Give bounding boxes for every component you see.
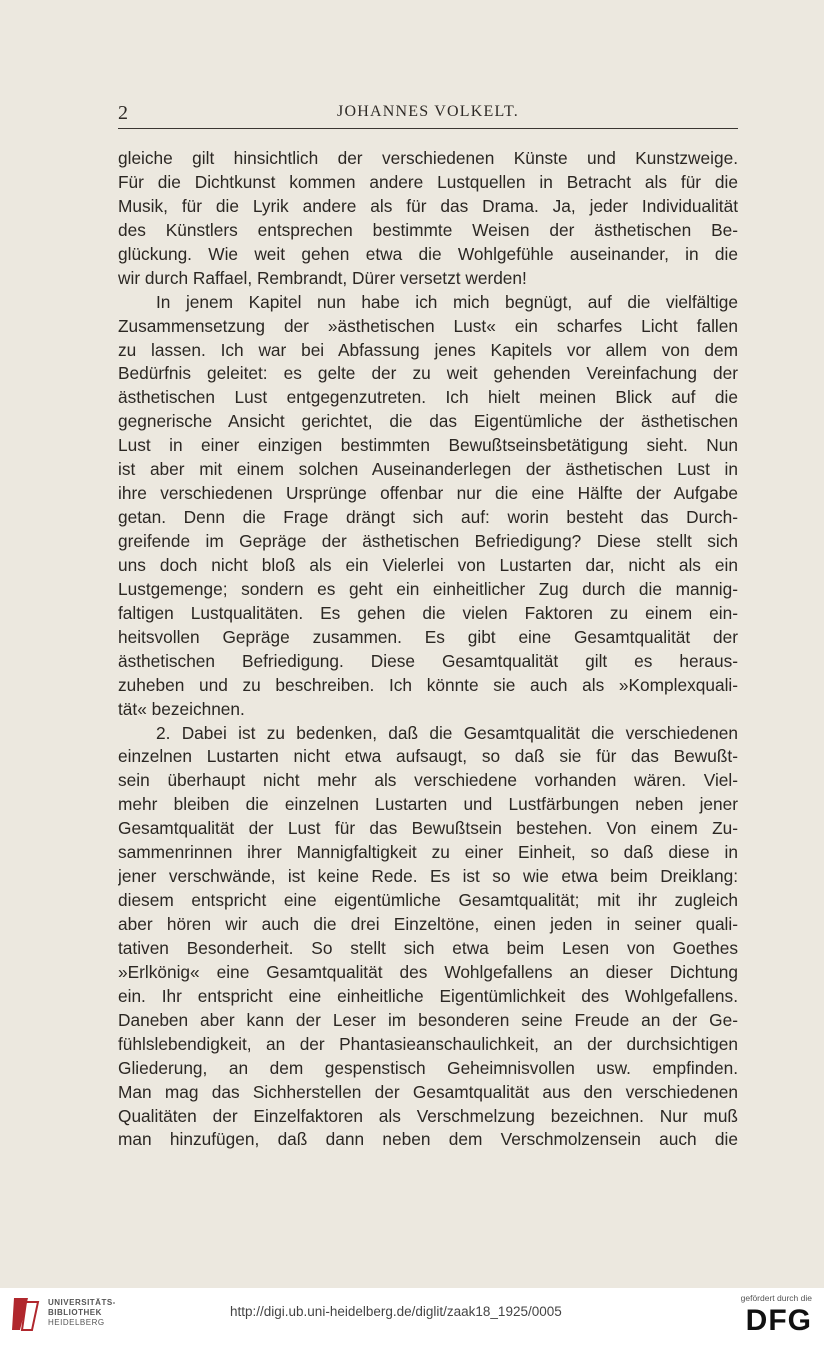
text-line: Für die Dichtkunst kommen andere Lustquellen in Betracht als für die (118, 171, 738, 192)
text-line: ihre verschiedenen Ursprünge offenbar nur die eine Hälfte der Aufgabe (118, 483, 738, 504)
library-logo-icon (8, 1294, 44, 1334)
footer-bar (0, 1288, 824, 1345)
text-line: Man mag das Sichherstellen der Gesamtqualität aus den verschiedenen (118, 1081, 738, 1102)
page-header (118, 100, 738, 129)
text-line: aber hören wir auch die drei Einzeltöne, einen jeden in seiner quali- (118, 914, 738, 934)
text-line: 2. Dabei ist zu bedenken, daß die Gesamtqualität die verschiedenen (156, 722, 738, 743)
text-line: Zusammensetzung der »ästhetischen Lust« ein scharfes Licht fallen (118, 315, 738, 336)
text-line: gegnerische Ansicht gerichtet, die das Eigentümliche der ästhetischen (118, 411, 738, 432)
source-url-link[interactable]: http://digi.ub.uni-heidelberg.de/diglit/zaak18_1925/0005 (230, 1304, 562, 1319)
text-line: getan. Denn die Frage drängt sich auf: worin besteht das Durch- (118, 507, 738, 528)
text-line: des Künstlers entsprechen bestimmte Weisen der ästhetischen Be- (118, 219, 738, 240)
text-line: mehr bleiben die einzelnen Lustarten und Lustfärbungen neben jener (118, 794, 738, 815)
page-number: 2 (118, 102, 128, 124)
funding-note: gefördert durch die (740, 1293, 812, 1303)
text-line: diesem entspricht eine eigentümliche Gesamtqualität; mit ihr zugleich (118, 890, 738, 911)
text-line: In jenem Kapitel nun habe ich mich begnügt, auf die vielfältige (156, 291, 738, 312)
dfg-logo: DFG (745, 1304, 812, 1337)
text-line: jener verschwände, ist keine Rede. Es ist so wie etwa beim Dreiklang: (118, 866, 738, 887)
text-line: tativen Besonderheit. So stellt sich etwa beim Lesen von Goethes (118, 937, 738, 958)
text-line: man hinzufügen, daß dann neben dem Verschmolzensein auch die (118, 1129, 738, 1150)
text-line: sammenrinnen ihrer Mannigfaltigkeit zu einer Einheit, so daß diese in (118, 842, 738, 863)
text-line: ästhetischen Lust entgegenzutreten. Ich hielt meinen Blick auf die (118, 387, 738, 408)
text-line: zu lassen. Ich war bei Abfassung jenes Kapitels vor allem von dem (118, 339, 738, 360)
text-line: ist aber mit einem solchen Auseinanderlegen der ästhetischen Lust in (118, 459, 738, 480)
text-line: Musik, für die Lyrik andere als für das Drama. Ja, jeder Individualität (118, 195, 738, 216)
text-line: fühlslebendigkeit, an der Phantasieanschaulichkeit, an der durchsichtigen (118, 1033, 738, 1054)
text-line: Qualitäten der Einzelfaktoren als Verschmelzung bezeichnen. Nur muß (118, 1105, 738, 1126)
text-line: heitsvollen Gepräge zusammen. Es gibt eine Gesamtqualität der (118, 626, 738, 647)
text-line: zuheben und zu beschreiben. Ich könnte sie auch als »Komplexquali- (118, 674, 738, 695)
text-line: Bedürfnis geleitet: es gelte der zu weit gehenden Vereinfachung der (118, 363, 738, 384)
text-line: ästhetischen Befriedigung. Diese Gesamtqualität gilt es heraus- (118, 650, 738, 671)
running-title: JOHANNES VOLKELT. (337, 103, 519, 120)
text-line: Daneben aber kann der Leser im besonderen seine Freude an der Ge- (118, 1009, 738, 1030)
text-line: greifende im Gepräge der ästhetischen Befriedigung? Diese stellt sich (118, 531, 738, 551)
text-line: tät« bezeichnen. (118, 698, 245, 719)
text-line: uns doch nicht bloß als ein Vielerlei von Lustarten dar, nicht als ein (118, 554, 738, 575)
text-line: Lust in einer einzigen bestimmten Bewußtseinsbetätigung sieht. Nun (118, 435, 738, 456)
text-line: ein. Ihr entspricht eine einheitliche Eigentümlichkeit des Wohlgefallens. (118, 985, 738, 1006)
text-line: wir durch Raffael, Rembrandt, Dürer versetzt werden! (118, 267, 527, 288)
text-line: einzelnen Lustarten nicht etwa aufsaugt, so daß sie für das Bewußt- (118, 746, 738, 767)
library-name: UNIVERSITÄTS- BIBLIOTHEK HEIDELBERG (48, 1298, 116, 1327)
text-line: Gliederung, an dem gespenstisch Geheimnisvollen usw. empfinden. (118, 1057, 738, 1078)
text-line: glückung. Wie weit gehen etwa die Wohlgefühle auseinander, in die (118, 243, 738, 264)
body-text (118, 147, 738, 1152)
text-line: Gesamtqualität der Lust für das Bewußtsein bestehen. Von einem Zu- (118, 818, 738, 839)
text-line: gleiche gilt hinsichtlich der verschiedenen Künste und Kunstzweige. (118, 148, 738, 168)
text-line: sein überhaupt nicht mehr als verschiedene vorhanden wären. Viel- (118, 770, 738, 791)
text-line: faltigen Lustqualitäten. Es gehen die vielen Faktoren zu einem ein- (118, 602, 738, 623)
text-line: »Erlkönig« eine Gesamtqualität des Wohlgefallens an dieser Dichtung (118, 961, 738, 982)
text-line: Lustgemenge; sondern es geht ein einheitlicher Zug durch die mannig- (118, 578, 738, 599)
